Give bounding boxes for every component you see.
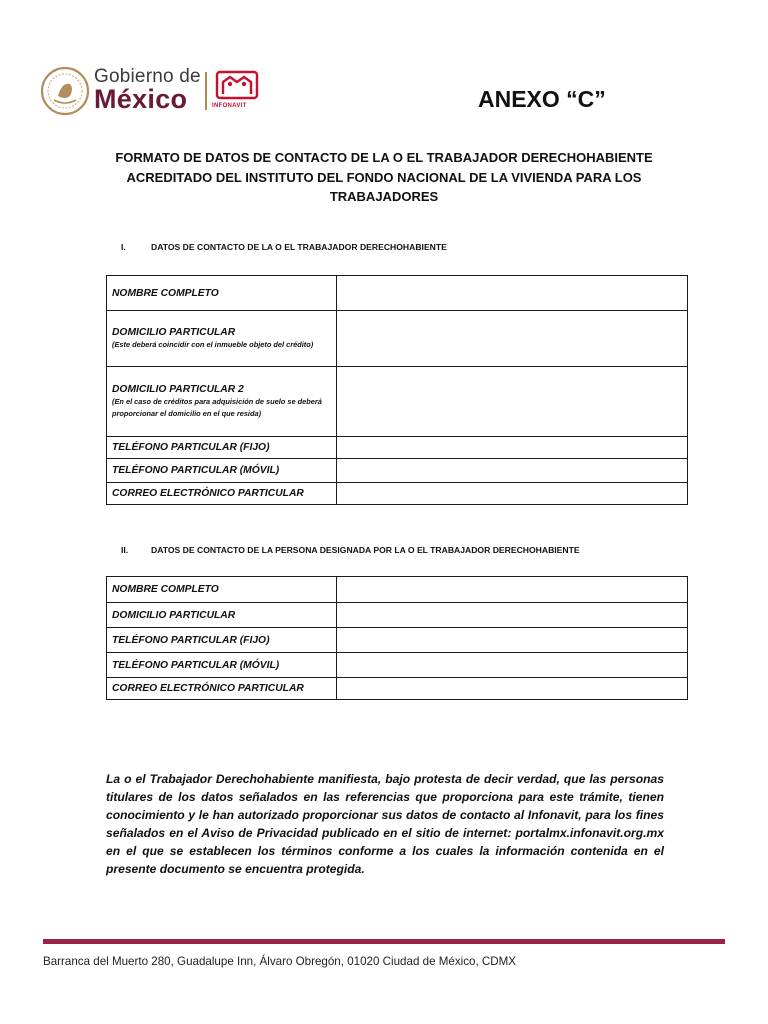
privacy-statement: La o el Trabajador Derechohabiente manifiesta, bajo protesta de decir verdad, que las personas titulares de los datos señalados en las referencias que proporciona para este trámite, tienen conocimiento y le han autorizado proporcionar sus datos de contacto al Infonavit, para los fines señalados en el Aviso de Privacidad publicado en el sitio de internet: portalmx.infonavit.org.mx en el que se establecen los términos conforme a los cuales la información contenida en el presente documento se encuentra protegida. — [106, 772, 664, 876]
field-label: TELÉFONO PARTICULAR (MÓVIL) — [107, 459, 337, 483]
field-label: TELÉFONO PARTICULAR (FIJO) — [107, 628, 337, 653]
annex-title: ANEXO “C” — [478, 86, 606, 112]
section-1-heading-text: DATOS DE CONTACTO DE LA O EL TRABAJADOR DERECHOHABIENTE — [151, 242, 447, 252]
table-row — [107, 628, 688, 653]
footer-divider — [43, 939, 725, 944]
government-name-line2: México — [94, 84, 188, 114]
footer-address: Barranca del Muerto 280, Guadalupe Inn, Álvaro Obregón, 01020 Ciudad de México, CDMX — [43, 955, 517, 968]
field-label: DOMICILIO PARTICULAR — [107, 603, 337, 628]
table-row — [107, 483, 688, 505]
field-label: TELÉFONO PARTICULAR (MÓVIL) — [107, 653, 337, 678]
table-row — [107, 678, 688, 700]
section-1-heading — [121, 242, 447, 252]
field-note: (Este deberá coincidir con el inmueble objeto del crédito) — [112, 339, 314, 349]
field-label: CORREO ELECTRÓNICO PARTICULAR — [107, 678, 337, 700]
full-name-field[interactable] — [337, 276, 688, 311]
table-row — [107, 437, 688, 459]
table-row — [107, 577, 688, 603]
field-note: (En el caso de créditos para adquisición de suelo se deberá proporcionar el domicilio en el que resida) — [112, 397, 322, 418]
email-field[interactable] — [337, 483, 688, 505]
worker-contact-table — [106, 275, 688, 505]
table-row — [107, 311, 688, 367]
landline-phone-field[interactable] — [337, 437, 688, 459]
section-1-number: I. — [121, 242, 126, 252]
address-field[interactable] — [337, 311, 688, 367]
field-label: TELÉFONO PARTICULAR (FIJO) — [107, 437, 337, 459]
document-header — [40, 62, 740, 122]
infonavit-wordmark: INFONAVIT — [212, 103, 247, 109]
section-2-number: II. — [121, 545, 129, 555]
address-2-field[interactable] — [337, 367, 688, 437]
section-2-heading — [121, 545, 580, 555]
section-2-heading-text: DATOS DE CONTACTO DE LA PERSONA DESIGNADA POR LA O EL TRABAJADOR DERECHOHABIENTE — [151, 545, 580, 555]
designee-email-field[interactable] — [337, 678, 688, 700]
field-label: DOMICILIO PARTICULAR (Este deberá coincidir con el inmueble objeto del crédito) — [107, 311, 337, 367]
logo-divider — [205, 72, 207, 110]
table-row — [107, 367, 688, 437]
designee-mobile-phone-field[interactable] — [337, 653, 688, 678]
field-label: DOMICILIO PARTICULAR 2 (En el caso de créditos para adquisición de suelo se deberá proporcionar el domicilio en el que resida) — [107, 367, 337, 437]
mobile-phone-field[interactable] — [337, 459, 688, 483]
designee-landline-phone-field[interactable] — [337, 628, 688, 653]
table-row — [107, 276, 688, 311]
designee-address-field[interactable] — [337, 603, 688, 628]
designated-contact-table — [106, 576, 688, 700]
mexico-coat-of-arms-logo — [40, 66, 90, 116]
government-name-line1: Gobierno de — [94, 66, 201, 87]
field-label: NOMBRE COMPLETO — [107, 577, 337, 603]
table-row — [107, 603, 688, 628]
table-row — [107, 459, 688, 483]
document-title: FORMATO DE DATOS DE CONTACTO DE LA O EL TRABAJADOR DERECHOHABIENTE ACREDITADO DEL INSTITUTO DEL FONDO NACIONAL DE LA VIVIENDA PARA LOS TRABAJADORES — [115, 150, 653, 204]
field-label: CORREO ELECTRÓNICO PARTICULAR — [107, 483, 337, 505]
field-label: NOMBRE COMPLETO — [107, 276, 337, 311]
designee-full-name-field[interactable] — [337, 577, 688, 603]
infonavit-logo — [215, 68, 259, 102]
table-row — [107, 653, 688, 678]
